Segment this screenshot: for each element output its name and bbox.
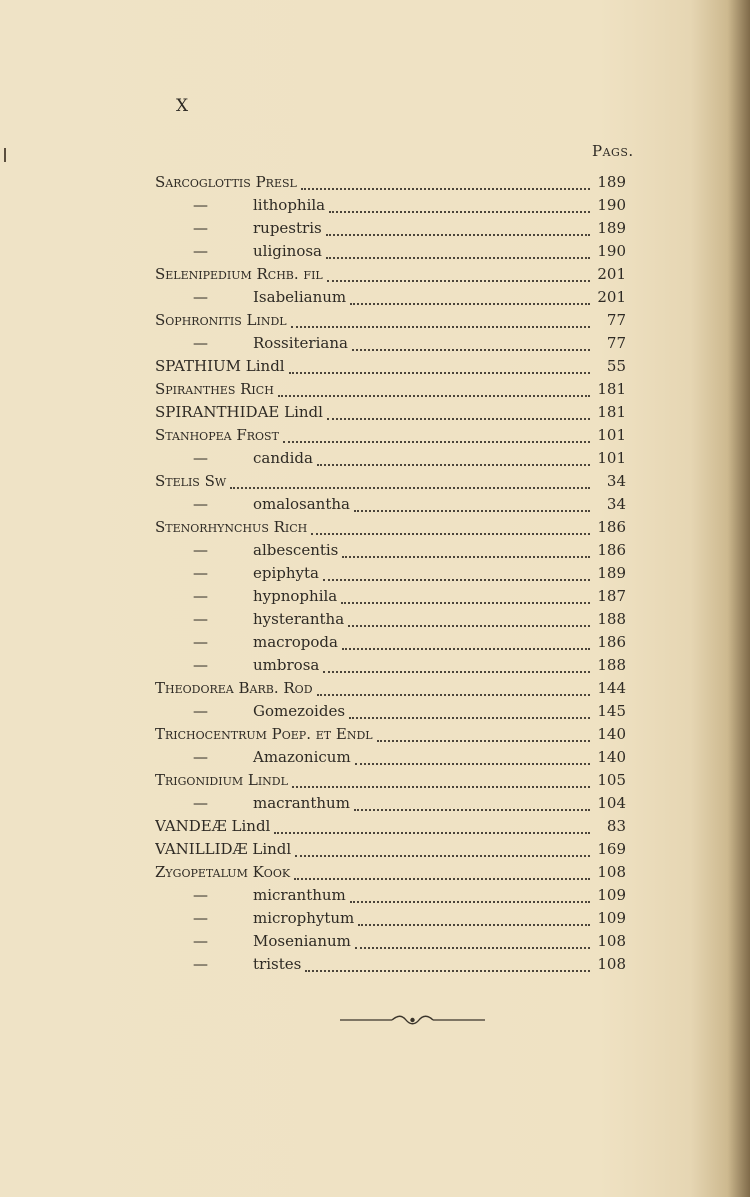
index-entry bbox=[193, 288, 626, 310]
page-ref: 186 bbox=[597, 633, 626, 651]
dot-leader bbox=[305, 969, 590, 972]
genus-name: Theodorea Barb. Rod bbox=[155, 679, 313, 697]
page-ref: 181 bbox=[597, 403, 626, 421]
ditto-dash: — bbox=[193, 541, 208, 559]
dot-leader bbox=[358, 923, 590, 926]
index-entry bbox=[193, 219, 626, 241]
genus-name: Trigonidium Lindl bbox=[155, 771, 288, 789]
ditto-dash: — bbox=[193, 587, 208, 605]
page-ref: 77 bbox=[606, 334, 626, 352]
ditto-dash: — bbox=[193, 633, 208, 651]
page-ref: 34 bbox=[606, 495, 626, 513]
ditto-dash: — bbox=[193, 702, 208, 720]
dot-leader bbox=[355, 946, 590, 949]
page-ref: 109 bbox=[597, 886, 626, 904]
page-ref: 169 bbox=[597, 840, 626, 858]
page-ref: 188 bbox=[597, 610, 626, 628]
dot-leader bbox=[349, 716, 590, 719]
index-entry bbox=[193, 564, 626, 586]
index-entry bbox=[155, 380, 626, 402]
genus-name: VANILLIDÆ Lindl bbox=[155, 840, 292, 858]
dot-leader bbox=[230, 486, 590, 489]
index-entry bbox=[193, 242, 626, 264]
dot-leader bbox=[342, 555, 590, 558]
genus-name: SPATHIUM Lindl bbox=[155, 357, 285, 375]
ditto-dash: — bbox=[193, 495, 208, 513]
genus-name: Selenipedium Rchb. fil bbox=[155, 265, 323, 283]
page-ref: 140 bbox=[597, 725, 626, 743]
species-name: micranthum bbox=[253, 886, 346, 904]
index-entry bbox=[193, 794, 626, 816]
page-ref: 108 bbox=[597, 955, 626, 973]
dot-leader bbox=[352, 348, 590, 351]
species-name: lithophila bbox=[253, 196, 326, 214]
index-entry bbox=[193, 748, 626, 770]
page-ref: 105 bbox=[597, 771, 626, 789]
dot-leader bbox=[323, 670, 590, 673]
ditto-dash: — bbox=[193, 955, 208, 973]
dot-leader bbox=[341, 601, 590, 604]
page-ref: 181 bbox=[597, 380, 626, 398]
ditto-dash: — bbox=[193, 196, 208, 214]
species-name: uliginosa bbox=[253, 242, 322, 260]
page-ref: 104 bbox=[597, 794, 626, 812]
dot-leader bbox=[291, 325, 590, 328]
dot-leader bbox=[329, 210, 590, 213]
page-number: X bbox=[176, 96, 189, 116]
page-ref: 101 bbox=[597, 449, 626, 467]
index-entry bbox=[155, 518, 626, 540]
species-name: umbrosa bbox=[253, 656, 320, 674]
page-ref: 201 bbox=[597, 288, 626, 306]
index-entry bbox=[193, 702, 626, 724]
index-entry bbox=[155, 725, 626, 747]
page-ref: 145 bbox=[597, 702, 626, 720]
dot-leader bbox=[283, 440, 590, 443]
index-entry bbox=[193, 633, 626, 655]
page-ref: 190 bbox=[597, 242, 626, 260]
dot-leader bbox=[348, 624, 590, 627]
species-name: omalosantha bbox=[253, 495, 350, 513]
index-entry bbox=[155, 173, 626, 195]
genus-name: Sarcoglottis Presl bbox=[155, 173, 297, 191]
species-name: hypnophila bbox=[253, 587, 338, 605]
page-ref: 140 bbox=[597, 748, 626, 766]
index-entry bbox=[155, 426, 626, 448]
index-entry bbox=[193, 656, 626, 678]
genus-name: VANDEÆ Lindl bbox=[155, 817, 271, 835]
page-ref: 77 bbox=[606, 311, 626, 329]
species-name: macropoda bbox=[253, 633, 338, 651]
dot-leader bbox=[274, 831, 590, 834]
species-name: albescentis bbox=[253, 541, 339, 559]
index-entry bbox=[193, 334, 626, 356]
species-name: candida bbox=[253, 449, 313, 467]
page-ref: 83 bbox=[606, 817, 626, 835]
ditto-dash: — bbox=[193, 748, 208, 766]
index-entry bbox=[155, 817, 626, 839]
species-name: macranthum bbox=[253, 794, 350, 812]
page-ref: 201 bbox=[597, 265, 626, 283]
margin-mark bbox=[4, 148, 6, 162]
index-entry bbox=[155, 840, 626, 862]
page-ref: 190 bbox=[597, 196, 626, 214]
page-ref: 108 bbox=[597, 863, 626, 881]
page-ref: 144 bbox=[597, 679, 626, 697]
index-entry bbox=[155, 863, 626, 885]
pages-column-header: Pags. bbox=[592, 142, 634, 160]
species-name: Rossiteriana bbox=[253, 334, 348, 352]
ditto-dash: — bbox=[193, 886, 208, 904]
index-entry bbox=[193, 955, 626, 977]
index-entry bbox=[193, 909, 626, 931]
ditto-dash: — bbox=[193, 334, 208, 352]
index-entry bbox=[193, 610, 626, 632]
species-name: Mosenianum bbox=[253, 932, 351, 950]
index-entry bbox=[193, 932, 626, 954]
dot-leader bbox=[317, 463, 590, 466]
genus-name: Stelis Sw bbox=[155, 472, 227, 490]
page-ref: 186 bbox=[597, 541, 626, 559]
species-name: epiphyta bbox=[253, 564, 319, 582]
index-entry bbox=[193, 886, 626, 908]
dot-leader bbox=[311, 532, 590, 535]
dot-leader bbox=[278, 394, 590, 397]
index-entry bbox=[155, 403, 626, 425]
page-ref: 189 bbox=[597, 173, 626, 191]
dot-leader bbox=[355, 762, 590, 765]
ditto-dash: — bbox=[193, 449, 208, 467]
index-entry bbox=[193, 587, 626, 609]
ditto-dash: — bbox=[193, 909, 208, 927]
dot-leader bbox=[301, 187, 590, 190]
index-entry bbox=[155, 265, 626, 287]
species-name: hysterantha bbox=[253, 610, 345, 628]
end-flourish-ornament bbox=[340, 1014, 485, 1026]
page-ref: 189 bbox=[597, 564, 626, 582]
index-entry bbox=[193, 495, 626, 517]
genus-name: Trichocentrum Poep. et Endl bbox=[155, 725, 373, 743]
ditto-dash: — bbox=[193, 219, 208, 237]
page-ref: 34 bbox=[606, 472, 626, 490]
index-entry bbox=[193, 541, 626, 563]
genus-name: Stenorhynchus Rich bbox=[155, 518, 308, 536]
ditto-dash: — bbox=[193, 794, 208, 812]
index-entry bbox=[155, 679, 626, 701]
genus-name: Spiranthes Rich bbox=[155, 380, 274, 398]
page-ref: 55 bbox=[606, 357, 626, 375]
dot-leader bbox=[342, 647, 590, 650]
ditto-dash: — bbox=[193, 288, 208, 306]
species-name: Amazonicum bbox=[253, 748, 351, 766]
page-ref: 189 bbox=[597, 219, 626, 237]
species-name: Gomezoides bbox=[253, 702, 346, 720]
genus-name: Sophronitis Lindl bbox=[155, 311, 287, 329]
ditto-dash: — bbox=[193, 610, 208, 628]
dot-leader bbox=[327, 279, 590, 282]
page-ref: 186 bbox=[597, 518, 626, 536]
index-entry bbox=[193, 196, 626, 218]
species-name: microphytum bbox=[253, 909, 355, 927]
index-entry bbox=[155, 771, 626, 793]
dot-leader bbox=[350, 900, 590, 903]
dot-leader bbox=[326, 233, 590, 236]
ditto-dash: — bbox=[193, 564, 208, 582]
dot-leader bbox=[323, 578, 590, 581]
dot-leader bbox=[327, 417, 590, 420]
dot-leader bbox=[354, 808, 590, 811]
dot-leader bbox=[350, 302, 590, 305]
page-ref: 108 bbox=[597, 932, 626, 950]
index-entry bbox=[155, 311, 626, 333]
index-entry bbox=[193, 449, 626, 471]
species-name: Isabelianum bbox=[253, 288, 347, 306]
dot-leader bbox=[295, 854, 590, 857]
dot-leader bbox=[317, 693, 590, 696]
species-name: rupestris bbox=[253, 219, 322, 237]
genus-name: SPIRANTHIDAE Lindl bbox=[155, 403, 323, 421]
page-ref: 101 bbox=[597, 426, 626, 444]
ditto-dash: — bbox=[193, 242, 208, 260]
dot-leader bbox=[354, 509, 590, 512]
page-ref: 109 bbox=[597, 909, 626, 927]
ditto-dash: — bbox=[193, 656, 208, 674]
index-entry bbox=[155, 472, 626, 494]
dot-leader bbox=[289, 371, 590, 374]
dot-leader bbox=[294, 877, 590, 880]
species-name: tristes bbox=[253, 955, 302, 973]
dot-leader bbox=[326, 256, 590, 259]
genus-name: Stanhopea Frost bbox=[155, 426, 279, 444]
page-ref: 187 bbox=[597, 587, 626, 605]
dot-leader bbox=[292, 785, 590, 788]
ditto-dash: — bbox=[193, 932, 208, 950]
genus-name: Zygopetalum Kook bbox=[155, 863, 291, 881]
dot-leader bbox=[377, 739, 590, 742]
page-ref: 188 bbox=[597, 656, 626, 674]
index-entry bbox=[155, 357, 626, 379]
